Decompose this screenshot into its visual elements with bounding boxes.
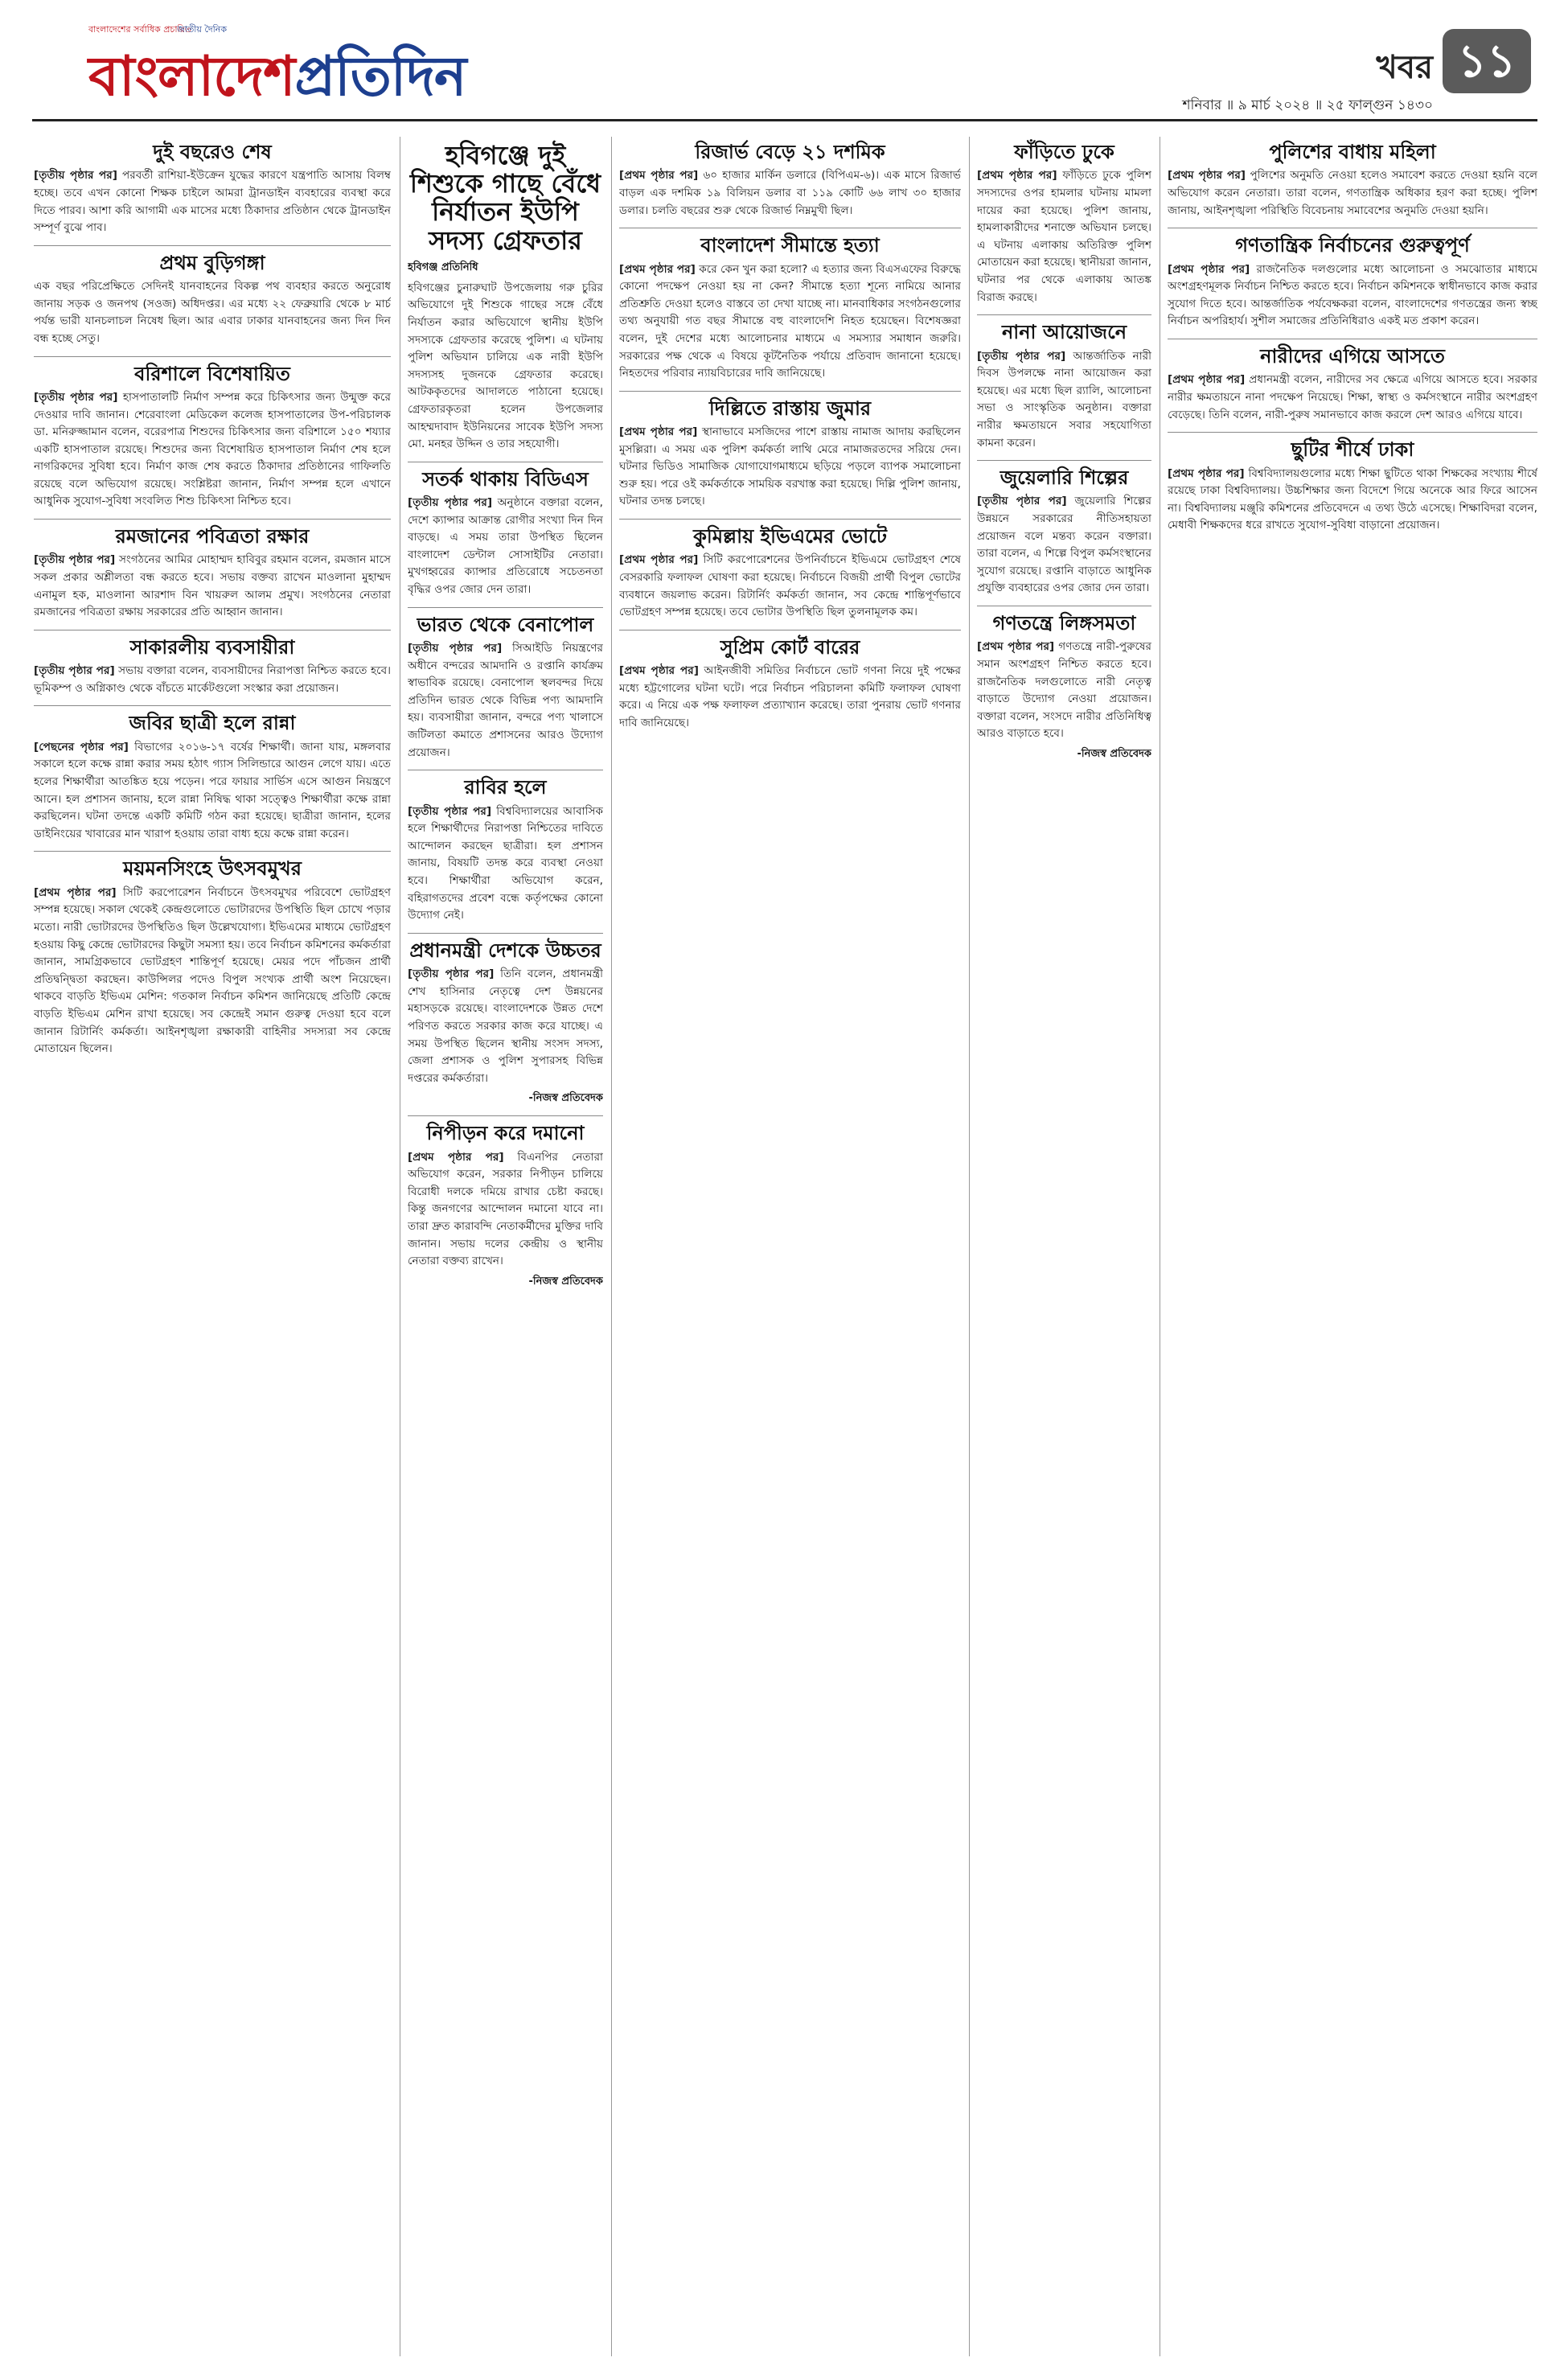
- story-body: [34, 389, 391, 511]
- story-body: [619, 552, 961, 621]
- story-divider: [977, 314, 1151, 315]
- story-police-women: [1168, 142, 1537, 220]
- story-body: [34, 663, 391, 697]
- column-divider: [611, 137, 612, 2356]
- column-3: [619, 137, 961, 2364]
- story-headline: নানা আয়োজনে: [1001, 320, 1127, 344]
- story-continuation: [তৃতীয় পৃষ্ঠার পর]: [34, 390, 118, 404]
- story-text: হাসপাতালটি নির্মাণ সম্পন্ন করে চিকিৎসার জন্য উন্মুক্ত করে দেওয়ার দাবি জানান। শেরেবাংলা মেডিকেল কলেজ হাসপাতালের উপ-পরিচালক ডা. মনিরুজ্জামান বলেন, বরেরপাত্র শিশুদের চিকিৎসার জন্য বরিশালে ১৫০ শয্যার একটি হাসপাতাল রয়েছে। শিশুদের জন্য বিশেষায়িত হাসপাতাল নির্মাণ শেষ হলে নাগরিকদের সুবিধা হবে। নির্মাণ কাজ শেষ করতে ঠিকাদার প্রতিষ্ঠানের গাফিলতি রয়েছে বলে অভিযোগ রয়েছে। সংশ্লিষ্টরা জানান, নির্মাণ সম্পন্ন হলে এখানে আধুনিক সুযোগ-সুবিধা সংবলিত শিশু চিকিৎসা নিশ্চিত হবে।: [34, 390, 391, 508]
- story-text: বিশ্ববিদ্যালয়গুলোর মধ্যে শিক্ষা ছুটিতে থাকা শিক্ষকের সংখ্যায় শীর্ষে রয়েছে ঢাকা বিশ্ববিদ্যালয়। উচ্চশিক্ষার জন্য বিদেশে গিয়ে অনেকে আর ফিরে আসেন না। বিশ্ববিদ্যালয় মঞ্জুরি কমিশনের প্রতিবেদনে এ তথ্য উঠে এসেছে। শিক্ষাবিদরা বলেন, মেধাবী শিক্ষকদের ধরে রাখতে সুযোগ-সুবিধা বাড়ানো প্রয়োজন।: [1168, 466, 1537, 532]
- story-body: [34, 885, 391, 1058]
- story-credit: -নিজস্ব প্রতিবেদক: [528, 1092, 603, 1105]
- story-continuation: [পেছনের পৃষ্ঠার পর]: [34, 740, 129, 754]
- story-continuation: [তৃতীয় পৃষ্ঠার পর]: [408, 642, 503, 655]
- story-text: স্থানাভাবে মসজিদের পাশে রাস্তায় নামাজ আদায় করছিলেন মুসল্লিরা। এ সময় এক পুলিশ কর্মকর্তা লাথি মেরে নামাজরতদের সরিয়ে দেন। ঘটনার ভিডিও সামাজিক যোগাযোগমাধ্যমে ছড়িয়ে পড়লে ব্যাপক সমালোচনা শুরু হয়। পরে ওই কর্মকর্তাকে সাময়িক বরখাস্ত করা হয়েছে। দিল্লি পুলিশ জানায়, ঘটনার তদন্ত চলছে।: [619, 425, 961, 508]
- story-body: [408, 640, 603, 762]
- story-divider: [619, 519, 961, 520]
- story-text: তিনি বলেন, প্রধানমন্ত্রী শেখ হাসিনার নেতৃত্বে দেশ উন্নয়নের মহাসড়কে রয়েছে। বাংলাদেশকে উন্নত দেশে পরিণত করতে সরকার কাজ করে যাচ্ছে। এ সময় উপস্থিত ছিলেন স্থানীয় সংসদ সদস্য, জেলা প্রশাসক ও পুলিশ সুপারসহ বিভিন্ন দপ্তরের কর্মকর্তারা।: [408, 967, 603, 1085]
- story-body: [408, 803, 603, 925]
- story-continuation: [তৃতীয় পৃষ্ঠার পর]: [977, 495, 1067, 508]
- story-text: সিটি করপোরেশনের উপনির্বাচনে ইভিএমে ভোটগ্রহণ শেষে বেসরকারি ফলাফল ঘোষণা করা হয়েছে। নির্বাচনে বিজয়ী প্রার্থী বিপুল ভোটের ব্যবধানে জয়লাভ করেন। রিটার্নিং কর্মকর্তা জানান, সব কেন্দ্রে শান্তিপূর্ণভাবে ভোটগ্রহণ সম্পন্ন হয়েছে। তবে ভোটার উপস্থিতি ছিল তুলনামূলক কম।: [619, 553, 961, 619]
- story-continuation: [প্রথম পৃষ্ঠার পর]: [619, 169, 699, 183]
- story-headline: সাকারলীয় ব্যবসায়ীরা: [129, 635, 295, 659]
- story-body: [1168, 372, 1537, 424]
- story-text: সভায় বক্তারা বলেন, ব্যবসায়ীদের নিরাপত্তা নিশ্চিত করতে হবে। ভূমিকম্প ও অগ্নিকাণ্ড থেকে বাঁচতে মার্কেটগুলো সংস্কার করা প্রয়োজন।: [34, 664, 391, 695]
- story-divider: [408, 933, 603, 934]
- story-continuation: [প্রথম পৃষ্ঠার পর]: [619, 262, 696, 276]
- story-traders: [34, 637, 391, 698]
- story-continuation: [তৃতীয় পৃষ্ঠার পর]: [408, 496, 493, 510]
- story-supreme-court-bar: [619, 637, 961, 733]
- story-body: এক বছর পরিপ্রেক্ষিতে সেদিনই যানবাহনের বিকল্প পথ ব্যবহার করতে অনুরোধ জানায় সড়ক ও জনপথ (সওজ) অধিদপ্তর। এর মধ্যে ২২ ফেব্রুয়ারি থেকে ৮ মার্চ পর্যন্ত ভারী যানচলাচল নিষেধ ছিল। আর এবার ঢাকার যানবাহনের জন্য দিন দিন বন্ধ হচ্ছে সেতু।: [34, 280, 391, 345]
- story-text: গণতন্ত্রে নারী-পুরুষের সমান অংশগ্রহণ নিশ্চিত করতে হবে। রাজনৈতিক দলগুলোতে নারী নেতৃত্ব বাড়াতে উদ্যোগ নেওয়া প্রয়োজন। বক্তারা বলেন, সংসদে নারীর প্রতিনিধিত্ব আরও বাড়াতে হবে।: [977, 640, 1151, 741]
- story-text: বিএনপির নেতারা অভিযোগ করেন, সরকার নিপীড়ন চালিয়ে বিরোধী দলকে দমিয়ে রাখার চেষ্টা করছে। কিন্তু জনগণের আন্দোলন দমানো যাবে না। তারা দ্রুত কারাবন্দি নেতাকর্মীদের মুক্তির দাবি জানান। সভায় দলের কেন্দ্রীয় ও স্থানীয় নেতারা বক্তব্য রাখেন।: [408, 1150, 603, 1268]
- story-jewellery: [977, 467, 1151, 598]
- story-headline: ছুটির শীর্ষে ঢাকা: [1291, 437, 1414, 462]
- logo-tagline-blue: জাতীয় দৈনিক: [177, 24, 228, 35]
- column-5: [1168, 137, 1537, 2364]
- story-body: [977, 348, 1151, 453]
- story-delhi-jumma: [619, 398, 961, 511]
- masthead: [0, 0, 1568, 141]
- story-continuation: [তৃতীয় পৃষ্ঠার পর]: [34, 169, 117, 183]
- story-divider: [34, 705, 391, 706]
- story-divider: [977, 460, 1151, 461]
- story-divider: [34, 245, 391, 246]
- story-continuation: [তৃতীয় পৃষ্ঠার পর]: [977, 349, 1066, 363]
- story-text: জুয়েলারি শিল্পের উন্নয়নে সরকারের নীতিসহায়তা প্রয়োজন বলে মন্তব্য করেন বক্তারা। তারা বলেন, এ শিল্পে বিপুল কর্মসংস্থানের সুযোগ রয়েছে। রপ্তানি বাড়াতে আধুনিক প্রযুক্তি ব্যবহারের ওপর জোর দেন তারা।: [977, 495, 1151, 595]
- story-body: [408, 966, 603, 1087]
- story-headline: ভারত থেকে বেনাপোল: [417, 612, 594, 636]
- story-headline: গণতান্ত্রিক নির্বাচনের গুরুত্বপূর্ণ: [1235, 233, 1470, 257]
- story-continuation: [প্রথম পৃষ্ঠার পর]: [1168, 262, 1250, 276]
- story-headline: প্রথম বুড়িগঙ্গা: [159, 250, 265, 274]
- story-rabi-hall: [408, 777, 603, 925]
- story-body: [1168, 167, 1537, 220]
- story-text: পরবর্তী রাশিয়া-ইউক্রেন যুদ্ধের কারণে যন্ত্রপাতি আসায় বিলম্ব হচ্ছে। তবে এখন কোনো শিক্ষক চাইলে আমরা ট্রানডাইন ব্যবহারের ব্যবস্থা করে দিতে পারব। আশা করি আগামী এক মাসের মধ্যে ঠিকাদার প্রতিষ্ঠান থেকে ট্রানডাইন সম্পূর্ণ বুঝে পাব।: [34, 169, 391, 235]
- story-women-forward: [1168, 343, 1537, 424]
- story-headline: জবির ছাত্রী হলে রান্না: [129, 711, 296, 735]
- story-headline: বরিশালে বিশেষায়িত: [134, 361, 290, 385]
- story-body: [977, 493, 1151, 598]
- story-credit: -নিজস্ব প্রতিবেদক: [1077, 748, 1151, 760]
- story-barishal: [34, 363, 391, 511]
- story-bdds: [408, 466, 603, 599]
- story-ramjan: [34, 526, 391, 622]
- column-1: [34, 137, 391, 2364]
- story-body: [619, 261, 961, 383]
- story-leave-dhaka: [1168, 439, 1537, 535]
- story-gender-equality: [977, 613, 1151, 763]
- column-divider: [969, 137, 970, 2356]
- story-reserve: [619, 142, 961, 220]
- story-habiganj: [408, 142, 603, 454]
- story-headline: দিল্লিতে রাস্তায় জুমার: [708, 396, 872, 420]
- story-headline: নারীদের এগিয়ে আসতে: [1260, 343, 1445, 368]
- story-continuation: [প্রথম পৃষ্ঠার পর]: [408, 1150, 504, 1164]
- story-text: সিটি করপোরেশন নির্বাচনে উৎসবমুখর পরিবেশে ভোটগ্রহণ সম্পন্ন হয়েছে। সকাল থেকেই কেন্দ্রগুলোতে ভোটারদের উপস্থিতি ছিল চোখে পড়ার মতো। নারী ভোটারদের উপস্থিতিও ছিল উল্লেখযোগ্য। ইভিএমের মাধ্যমে ভোটগ্রহণ হওয়ায় কিছু কেন্দ্রে ভোটারদের কিছুটা সমস্যা হয়। তবে নির্বাচন কমিশনের কর্মকর্তারা জানান, সামগ্রিকভাবে ভোটগ্রহণ শান্তিপূর্ণ হয়েছে। মেয়র পদে পাঁচজন প্রার্থী প্রতিদ্বন্দ্বিতা করছেন। কাউন্সিলর পদেও বিপুল সংখ্যক প্রার্থী অংশ নিয়েছেন। থাকবে বাড়তি ইভিএম মেশিন: গতকাল নির্বাচন কমিশন জানিয়েছে প্রতিটি কেন্দ্রে বাড়তি ইভিএম মেশিন রাখা হয়েছে। সব কেন্দ্রেই সমান গুরুত্ব দেওয়া হবে বলে জানান রিটার্নিং কর্মকর্তা। আইনশৃঙ্খলা রক্ষাকারী বাহিনীর সদস্যরা সব কেন্দ্রে মোতায়েন ছিলেন।: [34, 885, 391, 1056]
- story-jabi-hall: [34, 713, 391, 843]
- story-continuation: [তৃতীয় পৃষ্ঠার পর]: [34, 664, 115, 678]
- story-headline: পুলিশের বাধায় মহিলা: [1269, 140, 1436, 163]
- story-headline: ময়মনসিংহে উৎসবমুখর: [123, 856, 302, 881]
- story-body: [977, 639, 1151, 743]
- story-continuation: [তৃতীয় পৃষ্ঠার পর]: [34, 553, 116, 567]
- story-democratic-election: [1168, 235, 1537, 331]
- story-body: [34, 167, 391, 236]
- section-name: খবর: [1376, 48, 1433, 86]
- story-headline: সতর্ক থাকায় বিডিএস: [422, 466, 589, 491]
- story-divider: [34, 851, 391, 852]
- story-text: রাজনৈতিক দলগুলোর মধ্যে আলোচনা ও সমঝোতার মাধ্যমে অংশগ্রহণমূলক নির্বাচন নিশ্চিত করতে হবে। নির্বাচন কমিশনকে স্বাধীনভাবে কাজ করার সুযোগ দিতে হবে। আন্তর্জাতিক পর্যবেক্ষকরা বলেন, বাংলাদেশের গণতন্ত্রের জন্য স্বচ্ছ নির্বাচন অপরিহার্য। সুশীল সমাজের প্রতিনিধিরাও একই মত প্রকাশ করেন।: [1168, 262, 1537, 328]
- story-divider: [34, 356, 391, 357]
- story-body: [1168, 466, 1537, 535]
- newspaper-logo: [88, 23, 603, 111]
- story-headline: প্রধানমন্ত্রী দেশকে উচ্চতর: [409, 938, 601, 962]
- story-headline: হবিগঞ্জে দুই শিশুকে গাছে বেঁধে নির্যাতন ইউপি সদস্য গ্রেফতার: [409, 140, 601, 256]
- story-nipiron: [408, 1123, 603, 1291]
- story-headline: রমজানের পবিত্রতা রক্ষার: [115, 524, 310, 548]
- column-2: [408, 137, 603, 2364]
- story-fari: [977, 142, 1151, 306]
- story-body: [977, 167, 1151, 306]
- story-headline: জুয়েলারি শিল্পের: [999, 466, 1129, 490]
- story-text: অনুষ্ঠানে বক্তারা বলেন, দেশে ক্যান্সার আক্রান্ত রোগীর সংখ্যা দিন দিন বাড়ছে। এ সময় তারা উপস্থিত ছিলেন বাংলাদেশ ডেন্টাল সোসাইটির নেতারা। মুখগহ্বরের ক্যান্সার প্রতিরোধে সচেতনতা বৃদ্ধির ওপর জোর দেন তারা।: [408, 496, 603, 597]
- story-continuation: [প্রথম পৃষ্ঠার পর]: [1168, 373, 1246, 387]
- story-text: আন্তর্জাতিক নারী দিবস উপলক্ষে নানা আয়োজন করা হয়েছে। এর মধ্যে ছিল র‌্যালি, আলোচনা সভা ও সাংস্কৃতিক অনুষ্ঠান। বক্তারা নারীর ক্ষমতায়নে সবার সহযোগিতা কামনা করেন।: [977, 349, 1151, 450]
- story-body: [34, 739, 391, 844]
- logo-accent: প্রতিদিন: [294, 44, 466, 109]
- story-continuation: [প্রথম পৃষ্ঠার পর]: [977, 169, 1057, 183]
- story-body: [34, 552, 391, 621]
- story-border-killing: [619, 235, 961, 383]
- issue-date: শনিবার ॥ ৯ মার্চ ২০২৪ ॥ ২৫ ফাল্গুন ১৪৩০: [1182, 97, 1433, 113]
- logo-tagline-red: বাংলাদেশের সর্বাধিক প্রচারিত: [88, 24, 191, 35]
- story-text: বিভাগের ২০১৬-১৭ বর্ষের শিক্ষার্থী। জানা যায়, মঙ্গলবার সকালে হলে কক্ষে রান্না করার সময় হঠাৎ গ্যাস সিলিন্ডারে আগুন লেগে যায়। এতে হলের শিক্ষার্থীরা আতঙ্কিত হয়ে পড়েন। পরে ফায়ার সার্ভিস এসে আগুন নিয়ন্ত্রণে আনে। হল প্রশাসন জানায়, হলে রান্না নিষিদ্ধ থাকা সত্ত্বেও শিক্ষার্থীরা কক্ষে রান্না করছিলেন। ঘটনা তদন্তে একটি কমিটি গঠন করা হয়েছে। ছাত্রীরা জানান, হলের ডাইনিংয়ের খাবারের মান খারাপ হওয়ায় তারা বাধ্য হয়ে কক্ষে রান্না করেন।: [34, 740, 391, 840]
- story-mymensingh: [34, 858, 391, 1058]
- story-continuation: [তৃতীয় পৃষ্ঠার পর]: [408, 967, 495, 981]
- header-rule: [32, 119, 1537, 121]
- story-body: [619, 424, 961, 511]
- story-body: [1168, 261, 1537, 331]
- story-text: সংগঠনের আমির মোহাম্মদ হাবিবুর রহমান বলেন, রমজান মাসে সকল প্রকার অশ্লীলতা বন্ধ করতে হবে। সভায় বক্তব্য রাখেন মাওলানা মুহাম্মদ এনামুল হক, মাওলানা আরশাদ বিন খায়রুল আলম প্রমুখ। সংগঠনের নেতারা রমজানের পবিত্রতা রক্ষায় সরকারের প্রতি আহ্বান জানান।: [34, 553, 391, 619]
- story-text: পুলিশের অনুমতি নেওয়া হলেও সমাবেশ করতে দেওয়া হয়নি বলে অভিযোগ করেন নেতারা। তারা বলেন, গণতান্ত্রিক অধিকার হরণ করা হচ্ছে। পুলিশ জানায়, আইনশৃঙ্খলা পরিস্থিতি বিবেচনায় সমাবেশের অনুমতি দেওয়া হয়নি।: [1168, 169, 1537, 217]
- story-headline: কুমিল্লায় ইভিএমের ভোটে: [693, 524, 887, 548]
- story-continuation: [প্রথম পৃষ্ঠার পর]: [1168, 466, 1245, 480]
- story-pm-country: [408, 940, 603, 1108]
- story-text: ৬০ হাজার মার্কিন ডলারে (বিপিএম-৬)। এক মাসে রিজার্ভ বাড়ল এক দশমিক ১৯ বিলিয়ন ডলার বা ১১৯ কোটি ৬৬ লাখ ৩০ হাজার ডলার। চলতি বছরের শুরু থেকে রিজার্ভ নিম্নমুখী ছিল।: [619, 169, 961, 217]
- story-continuation: [প্রথম পৃষ্ঠার পর]: [977, 640, 1055, 654]
- story-continuation: [প্রথম পৃষ্ঠার পর]: [34, 885, 117, 899]
- story-benapole: [408, 614, 603, 762]
- story-body: [619, 167, 961, 220]
- logo-wordmark: [88, 34, 466, 125]
- story-body: [619, 663, 961, 732]
- story-headline: বাংলাদেশ সীমান্তে হত্যা: [700, 233, 880, 257]
- logo-main: বাংলাদেশ: [88, 44, 295, 109]
- story-headline: নিপীড়ন করে দমানো: [426, 1121, 585, 1145]
- story-headline: দুই বছরেও শেষ: [153, 140, 272, 163]
- story-text: আইনজীবী সমিতির নির্বাচনে ভোট গণনা নিয়ে দুই পক্ষের মধ্যে হট্টগোলের ঘটনা ঘটে। পরে নির্বাচন পরিচালনা কমিটি ফলাফল ঘোষণা করে। এ নিয়ে এক পক্ষ ফলাফল প্রত্যাখ্যান করেছে। তারা পুনরায় ভোট গণনার দাবি জানিয়েছে।: [619, 664, 961, 730]
- column-4: [977, 137, 1151, 2364]
- story-nana-ayojon: [977, 322, 1151, 452]
- story-headline: রাবির হলে: [464, 775, 547, 799]
- story-buriganga: [34, 250, 391, 348]
- story-headline: সুপ্রিম কোর্ট বারের: [720, 635, 860, 659]
- story-divider: [619, 391, 961, 392]
- story-cumilla-evm: [619, 526, 961, 622]
- story-continuation: [প্রথম পৃষ্ঠার পর]: [619, 425, 698, 439]
- story-divider: [34, 519, 391, 520]
- story-continuation: [প্রথম পৃষ্ঠার পর]: [619, 553, 699, 567]
- story-credit: -নিজস্ব প্রতিবেদক: [528, 1275, 603, 1288]
- page-number-badge: ১১: [1443, 29, 1531, 93]
- story-continuation: [প্রথম পৃষ্ঠার পর]: [619, 664, 699, 678]
- story-text: করে কেন খুন করা হলো? এ হত্যার জন্য বিএসএফের বিরুদ্ধে কোনো পদক্ষেপ নেওয়া হয় না কেন? সীমান্তে হত্যা শূন্যে নামিয়ে আনার প্রতিশ্রুতি দেওয়া হলেও বাস্তবে তা দেখা যাচ্ছে না। মানবাধিকার সংগঠনগুলোর তথ্য অনুযায়ী গত বছর সীমান্তে বহু বাংলাদেশি নিহত হয়েছেন। বিশেষজ্ঞরা বলেন, দুই দেশের মধ্যে আলোচনার মাধ্যমে এ সমস্যার সমাধান জরুরি। সরকারের পক্ষ থেকে এ বিষয়ে কূটনৈতিক পর্যায়ে প্রতিবাদ জানানো হয়েছে। নিহতদের পরিবার ন্যায়বিচারের দাবি জানিয়েছে।: [619, 262, 961, 380]
- story-divider: [408, 607, 603, 608]
- story-headline: ফাঁড়িতে ঢুকে: [1014, 140, 1114, 163]
- story-text: সিআইডি নিয়ন্ত্রণের অধীনে বন্দরের আমদানি ও রপ্তানি কার্যক্রম স্বাভাবিক রয়েছে। বেনাপোল স্থলবন্দর দিয়ে প্রতিদিন ভারত থেকে বিভিন্ন পণ্য আমদানি হয়। ব্যবসায়ীরা জানান, বন্দরে পণ্য খালাসে জটিলতা কমাতে প্রশাসনের আরও উদ্যোগ প্রয়োজন।: [408, 642, 603, 759]
- story-body: [408, 495, 603, 599]
- story-body: হবিগঞ্জের চুনারুঘাট উপজেলায় গরু চুরির অভিযোগে দুই শিশুকে গাছের সঙ্গে বেঁধে নির্যাতন করার অভিযোগে স্থানীয় ইউপি সদস্যকে গ্রেফতার করেছে পুলিশ। এ ঘটনায় পুলিশ অভিযান চালিয়ে এক নারী ইউপি সদস্যসহ দুজনকে গ্রেফতার করেছে। আটককৃতদের আদালতে পাঠানো হয়েছে। গ্রেফতারকৃতরা হলেন উপজেলার আহম্মদাবাদ ইউনিয়নের সাবেক ইউপি সদস্য মো. মনহর উদ্দিন ও তার সহযোগী।: [408, 281, 603, 451]
- story-dui-bochhor: [34, 142, 391, 237]
- story-text: ফাঁড়িতে ঢুকে পুলিশ সদস্যদের ওপর হামলার ঘটনায় মামলা দায়ের করা হয়েছে। পুলিশ জানায়, হামলাকারীদের শনাক্তে অভিযান চলছে। এ ঘটনায় এলাকায় অতিরিক্ত পুলিশ মোতায়েন করা হয়েছে। স্থানীয়রা জানান, ঘটনার পর থেকে এলাকায় আতঙ্ক বিরাজ করছে।: [977, 169, 1151, 304]
- story-byline: হবিগঞ্জ প্রতিনিধি: [408, 261, 478, 273]
- story-headline: গণতন্ত্রে লিঙ্গসমতা: [992, 611, 1136, 635]
- story-headline: রিজার্ভ বেড়ে ২১ দশমিক: [695, 140, 885, 163]
- story-divider: [1168, 432, 1537, 433]
- story-text: বিশ্ববিদ্যালয়ের আবাসিক হলে শিক্ষার্থীদের নিরাপত্তা নিশ্চিতের দাবিতে আন্দোলন করছেন ছাত্রীরা। হল প্রশাসন জানায়, বিষয়টি তদন্ত করে ব্যবস্থা নেওয়া হবে। শিক্ষার্থীরা অভিযোগ করেন, বহিরাগতদের প্রবেশ বন্ধে কর্তৃপক্ষের কোনো উদ্যোগ নেই।: [408, 804, 603, 922]
- story-continuation: [তৃতীয় পৃষ্ঠার পর]: [408, 804, 492, 818]
- story-divider: [408, 1115, 603, 1116]
- story-body: [408, 1149, 603, 1271]
- story-text: প্রধানমন্ত্রী বলেন, নারীদের সব ক্ষেত্রে এগিয়ে আসতে হবে। সরকার নারীর ক্ষমতায়নে নানা পদক্ষেপ নিয়েছে। শিক্ষা, স্বাস্থ্য ও কর্মসংস্থানে নারীর অংশগ্রহণ বেড়েছে। তিনি বলেন, নারী-পুরুষ সমানভাবে কাজ করলে দেশ আরও এগিয়ে যাবে।: [1168, 373, 1537, 421]
- story-continuation: [প্রথম পৃষ্ঠার পর]: [1168, 169, 1246, 183]
